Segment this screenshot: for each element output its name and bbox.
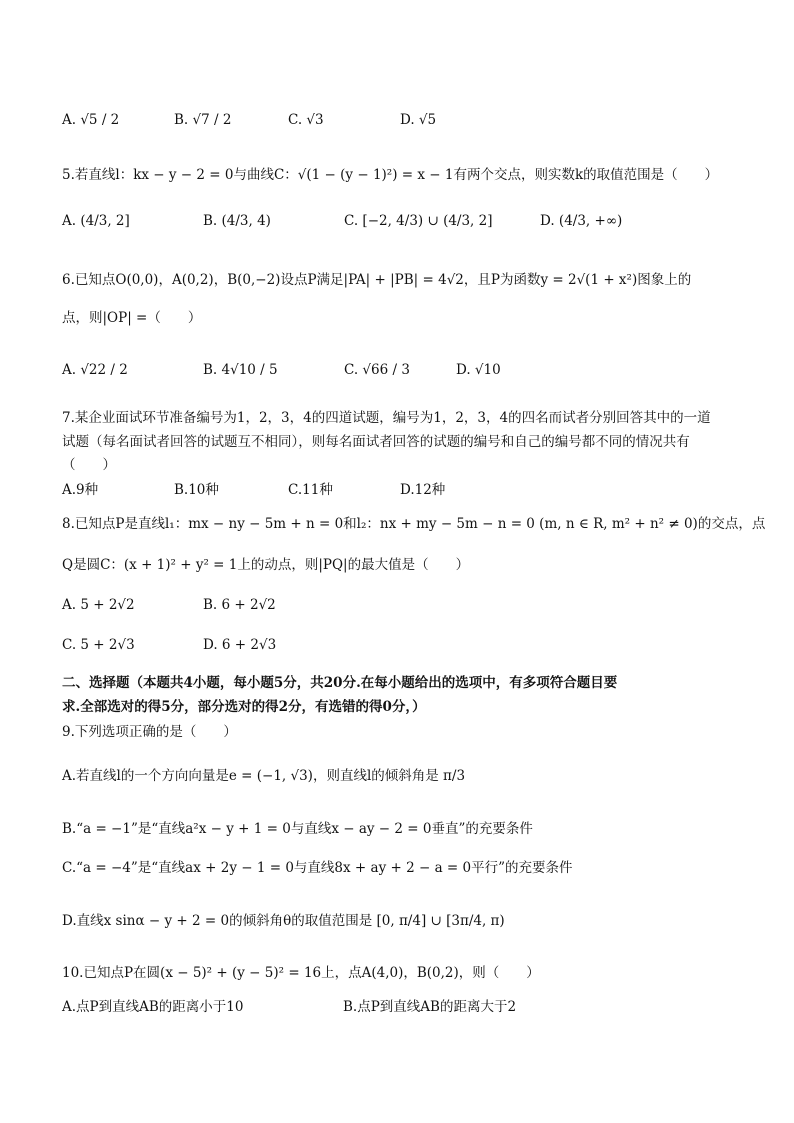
q5-option-c: C. [−2, 4/3) ∪ (4/3, 2]: [344, 213, 493, 229]
q6-stem-line1: 6.已知点O(0,0)，A(0,2)，B(0,−2)设点P满足|PA| + |PB| = 4√2，且P为函数y = 2√(1 + x²)图象上的: [62, 272, 692, 288]
q6-option-c: C. √66 / 3: [344, 362, 410, 378]
q7-stem-line3: （ ）: [62, 457, 116, 473]
section2-heading-line1: 二、选择题（本题共4小题，每小题5分，共20分.在每小题给出的选项中，有多项符合题目要: [62, 675, 618, 691]
q7-stem-line2: 试题（每名面试者回答的试题互不相同），则每名面试者回答的试题的编号和自己的编号都不同的情况共有: [62, 434, 690, 450]
q9-option-b: B.“a = −1”是“直线a²x − y + 1 = 0与直线x − ay − 2 = 0垂直”的充要条件: [62, 821, 533, 837]
q5-option-b: B. (4/3, 4): [203, 213, 271, 229]
q10-stem: 10.已知点P在圆(x − 5)² + (y − 5)² = 16上，点A(4,0)，B(0,2)，则（ ）: [62, 965, 540, 981]
q7-stem-line1: 7.某企业面试环节准备编号为1，2，3，4的四道试题，编号为1，2，3，4的四名而试者分别回答其中的一道: [62, 410, 711, 426]
q6-option-b: B. 4√10 / 5: [203, 362, 278, 378]
q7-option-d: D.12种: [400, 482, 446, 498]
q7-option-c: C.11种: [288, 482, 333, 498]
q9-stem: 9.下列选项正确的是（ ）: [62, 724, 237, 740]
q8-stem-line1: 8.已知点P是直线l₁：mx − ny − 5m + n = 0和l₂：nx + my − 5m − n = 0 (m, n ∈ R, m² + n² ≠ 0)的交点，点: [62, 516, 766, 532]
q8-option-a: A. 5 + 2√2: [62, 597, 135, 613]
q8-stem-line2: Q是圆C：(x + 1)² + y² = 1上的动点，则|PQ|的最大值是（ ）: [62, 557, 470, 573]
q6-option-d: D. √10: [456, 362, 501, 378]
q9-option-d: D.直线x sinα − y + 2 = 0的倾斜角θ的取值范围是 [0, π/4] ∪ [3π/4, π): [62, 913, 505, 929]
q6-stem-line2: 点，则|OP| =（ ）: [62, 310, 202, 326]
q4-option-a: A. √5 / 2: [62, 112, 120, 128]
q5-option-a: A. (4/3, 2]: [62, 213, 130, 229]
q4-option-b: B. √7 / 2: [174, 112, 232, 128]
q5-stem: 5.若直线l：kx − y − 2 = 0与曲线C：√(1 − (y − 1)²) = x − 1有两个交点，则实数k的取值范围是（ ）: [62, 167, 719, 183]
q9-option-c: C.“a = −4”是“直线ax + 2y − 1 = 0与直线8x + ay + 2 − a = 0平行”的充要条件: [62, 860, 573, 876]
q9-option-a: A.若直线l的一个方向向量是e = (−1, √3)，则直线l的倾斜角是 π/3: [62, 768, 466, 784]
q10-option-a: A.点P到直线AB的距离小于10: [62, 999, 244, 1015]
q8-option-d: D. 6 + 2√3: [203, 637, 277, 653]
section2-heading-line2: 求.全部选对的得5分，部分选对的得2分，有选错的得0分，）: [62, 699, 426, 715]
q8-option-c: C. 5 + 2√3: [62, 637, 135, 653]
q5-option-d: D. (4/3, +∞): [540, 213, 623, 229]
q4-option-d: D. √5: [400, 112, 437, 128]
q10-option-b: B.点P到直线AB的距离大于2: [343, 999, 517, 1015]
q8-option-b: B. 6 + 2√2: [203, 597, 276, 613]
q4-option-c: C. √3: [288, 112, 324, 128]
q7-option-a: A.9种: [62, 482, 99, 498]
q6-option-a: A. √22 / 2: [62, 362, 128, 378]
q7-option-b: B.10种: [174, 482, 219, 498]
